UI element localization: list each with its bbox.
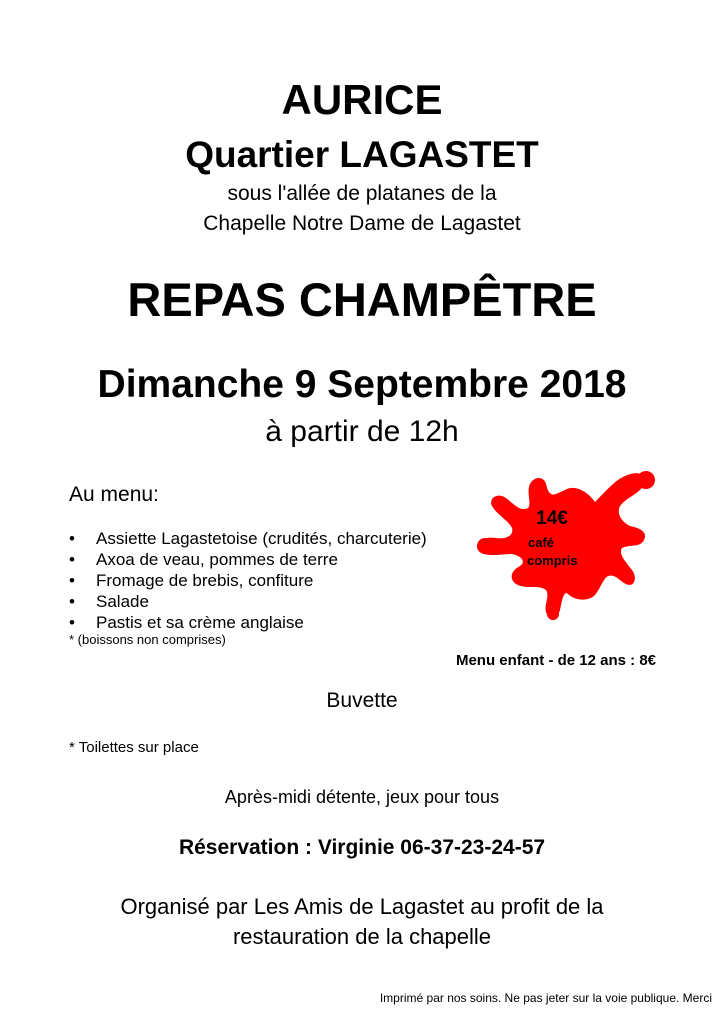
- menu-item-label: Salade: [96, 592, 149, 611]
- bullet-icon: •: [69, 613, 75, 632]
- bullet-icon: •: [69, 592, 75, 611]
- quarter-title: Quartier LAGASTET: [185, 134, 539, 175]
- event-date: Dimanche 9 Septembre 2018: [97, 363, 627, 406]
- event-time: à partir de 12h: [265, 415, 459, 448]
- menu-item: [69, 612, 427, 633]
- buvette-label: Buvette: [326, 689, 398, 712]
- bullet-icon: •: [69, 571, 75, 590]
- event-title: REPAS CHAMPÊTRE: [127, 273, 597, 326]
- bullet-icon: •: [69, 550, 75, 569]
- menu-item: [69, 591, 427, 612]
- drinks-note: * (boissons non comprises): [69, 632, 226, 647]
- price-label: 14€: [536, 508, 568, 529]
- bullet-icon: •: [69, 529, 75, 548]
- location-line-1: sous l'allée de platanes de la: [227, 182, 497, 205]
- menu-item: [69, 528, 427, 549]
- menu-item-label: Fromage de brebis, confiture: [96, 571, 314, 590]
- menu-list: [69, 528, 427, 633]
- kids-menu-price: Menu enfant - de 12 ans : 8€: [455, 652, 656, 669]
- menu-title: Au menu:: [69, 483, 159, 506]
- toilets-note: * Toilettes sur place: [69, 739, 199, 756]
- menu-item-label: Axoa de veau, pommes de terre: [96, 550, 338, 569]
- organizer-line-1: Organisé par Les Amis de Lagastet au profit de la: [120, 894, 604, 919]
- menu-item-label: Assiette Lagastetoise (crudités, charcuterie): [96, 529, 427, 548]
- menu-item: [69, 570, 427, 591]
- reservation-contact: Réservation : Virginie 06-37-23-24-57: [178, 836, 546, 859]
- price-note-line-1: café: [528, 535, 555, 550]
- menu-item-label: Pastis et sa crème anglaise: [96, 613, 304, 632]
- location-line-2: Chapelle Notre Dame de Lagastet: [203, 212, 521, 235]
- footer-note: Imprimé par nos soins. Ne pas jeter sur la voie publique. Merci: [379, 991, 712, 1005]
- price-note-line-2: compris: [527, 553, 578, 568]
- organizer-line-2: restauration de la chapelle: [232, 924, 492, 949]
- town-title: AURICE: [281, 76, 443, 123]
- menu-item: [69, 549, 427, 570]
- red-splat-icon: [470, 462, 660, 622]
- afternoon-activities: Après-midi détente, jeux pour tous: [224, 787, 500, 807]
